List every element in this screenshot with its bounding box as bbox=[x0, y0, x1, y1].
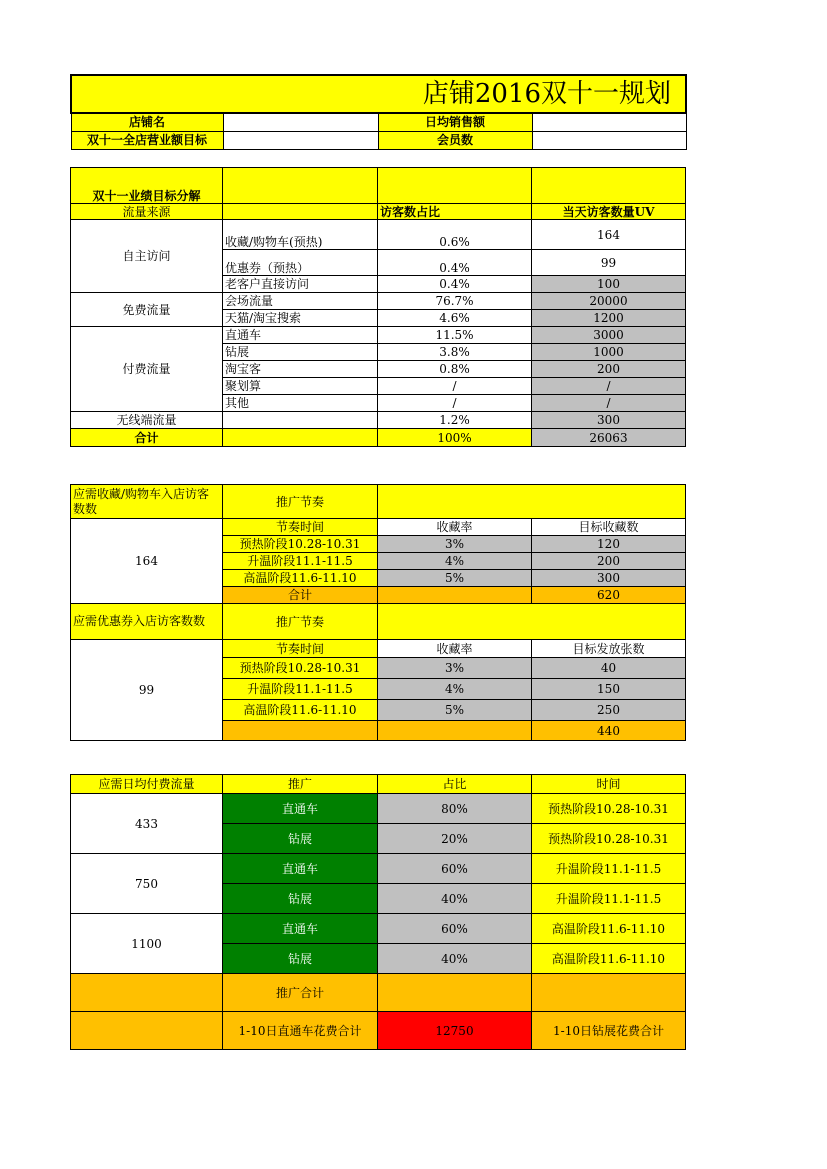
target-cell[interactable]: 250 bbox=[532, 700, 686, 721]
target-cell[interactable]: 40 bbox=[532, 658, 686, 679]
source-item: 优惠券（预热） bbox=[223, 250, 378, 276]
col-time: 节奏时间 bbox=[223, 640, 378, 658]
header-table bbox=[70, 74, 687, 150]
col-time: 节奏时间 bbox=[223, 519, 378, 536]
time-cell: 预热阶段10.28-10.31 bbox=[223, 658, 378, 679]
total-ratio: 100% bbox=[378, 429, 532, 447]
total-value: 620 bbox=[532, 587, 686, 604]
ratio-cell[interactable]: 76.7% bbox=[378, 293, 532, 310]
uv-cell[interactable]: 99 bbox=[532, 250, 686, 276]
source-item: 直通车 bbox=[223, 327, 378, 344]
ratio-cell[interactable]: 0.8% bbox=[378, 361, 532, 378]
daily-cell: 1100 bbox=[71, 914, 223, 974]
time-cell: 高温阶段11.6-11.10 bbox=[532, 944, 686, 974]
zz-cost-label: 1-10日钻展花费合计 bbox=[532, 1012, 686, 1050]
favorites-promo-label: 推广节奏 bbox=[223, 485, 378, 519]
uv-cell[interactable]: / bbox=[532, 378, 686, 395]
source-item: 老客户直接访问 bbox=[223, 276, 378, 293]
target-cell[interactable]: 300 bbox=[532, 570, 686, 587]
total-value: 440 bbox=[532, 721, 686, 741]
col-source: 流量来源 bbox=[71, 204, 223, 220]
table-row bbox=[71, 293, 686, 310]
total-uv: 26063 bbox=[532, 429, 686, 447]
ratio-cell[interactable]: 20% bbox=[378, 824, 532, 854]
uv-cell[interactable]: 3000 bbox=[532, 327, 686, 344]
time-cell: 高温阶段11.6-11.10 bbox=[223, 570, 378, 587]
paid-table bbox=[70, 774, 686, 1050]
daily-sales-label: 日均销售额 bbox=[378, 113, 532, 131]
time-cell: 升温阶段11.1-11.5 bbox=[532, 884, 686, 914]
uv-cell[interactable]: 20000 bbox=[532, 293, 686, 310]
source-item: 其他 bbox=[223, 395, 378, 412]
promo-cell: 直通车 bbox=[223, 914, 378, 944]
members-label: 会员数 bbox=[378, 131, 532, 149]
source-item: 聚划算 bbox=[223, 378, 378, 395]
promo-cell: 直通车 bbox=[223, 794, 378, 824]
ztc-cost-label: 1-10日直通车花费合计 bbox=[223, 1012, 378, 1050]
col-ratio: 占比 bbox=[378, 775, 532, 794]
time-cell: 预热阶段10.28-10.31 bbox=[532, 824, 686, 854]
time-cell: 高温阶段11.6-11.10 bbox=[223, 700, 378, 721]
col-target: 目标收藏数 bbox=[532, 519, 686, 536]
time-cell: 预热阶段10.28-10.31 bbox=[532, 794, 686, 824]
source-item bbox=[223, 429, 378, 447]
daily-cell: 433 bbox=[71, 794, 223, 854]
group-name: 无线端流量 bbox=[71, 412, 223, 429]
col-target: 目标发放张数 bbox=[532, 640, 686, 658]
uv-cell[interactable]: 100 bbox=[532, 276, 686, 293]
wireless-row bbox=[71, 412, 686, 429]
uv-cell[interactable]: 300 bbox=[532, 412, 686, 429]
ratio-cell[interactable]: / bbox=[378, 395, 532, 412]
uv-cell[interactable]: 164 bbox=[532, 220, 686, 250]
group-name: 自主访问 bbox=[71, 220, 223, 293]
uv-cell[interactable]: / bbox=[532, 395, 686, 412]
favorites-title: 应需收藏/购物车入店访客数数 bbox=[71, 485, 223, 519]
target-cell[interactable]: 200 bbox=[532, 553, 686, 570]
ratio-cell[interactable]: 0.6% bbox=[378, 220, 532, 250]
ratio-cell[interactable]: 40% bbox=[378, 884, 532, 914]
ratio-cell[interactable]: 40% bbox=[378, 944, 532, 974]
members-value[interactable] bbox=[532, 131, 686, 149]
page-title: 店铺2016双十一规划 bbox=[71, 75, 686, 113]
time-cell: 升温阶段11.1-11.5 bbox=[532, 854, 686, 884]
time-cell: 高温阶段11.6-11.10 bbox=[532, 914, 686, 944]
coupons-value: 99 bbox=[71, 640, 223, 741]
total-label: 合计 bbox=[223, 587, 378, 604]
total-label: 合计 bbox=[71, 429, 223, 447]
source-item: 天猫/淘宝搜索 bbox=[223, 310, 378, 327]
ratio-cell[interactable]: 60% bbox=[378, 854, 532, 884]
rate-cell[interactable]: 5% bbox=[378, 700, 532, 721]
coupons-table bbox=[70, 603, 686, 741]
col-rate: 收藏率 bbox=[378, 519, 532, 536]
table-row bbox=[71, 854, 686, 884]
col-daily: 应需日均付费流量 bbox=[71, 775, 223, 794]
source-item: 钻展 bbox=[223, 344, 378, 361]
daily-sales-value[interactable] bbox=[532, 113, 686, 131]
promo-cell: 钻展 bbox=[223, 824, 378, 854]
time-cell: 预热阶段10.28-10.31 bbox=[223, 536, 378, 553]
rate-cell[interactable]: 3% bbox=[378, 536, 532, 553]
target-cell[interactable]: 150 bbox=[532, 679, 686, 700]
ratio-cell[interactable]: 11.5% bbox=[378, 327, 532, 344]
source-item: 淘宝客 bbox=[223, 361, 378, 378]
ratio-cell[interactable]: 1.2% bbox=[378, 412, 532, 429]
rate-cell[interactable]: 4% bbox=[378, 553, 532, 570]
traffic-table bbox=[70, 167, 686, 447]
ratio-cell[interactable]: 0.4% bbox=[378, 276, 532, 293]
coupons-title: 应需优惠券入店访客数数 bbox=[71, 604, 223, 640]
favorites-table bbox=[70, 484, 686, 604]
source-item: 收藏/购物车(预热) bbox=[223, 220, 378, 250]
col-ratio: 访客数占比 bbox=[378, 204, 532, 220]
col-promo: 推广 bbox=[223, 775, 378, 794]
favorites-value: 164 bbox=[71, 519, 223, 604]
group-name: 付费流量 bbox=[71, 327, 223, 412]
promo-total-label: 推广合计 bbox=[223, 974, 378, 1012]
total-row bbox=[71, 429, 686, 447]
rate-cell[interactable]: 4% bbox=[378, 679, 532, 700]
uv-cell[interactable]: 200 bbox=[532, 361, 686, 378]
uv-cell[interactable]: 1000 bbox=[532, 344, 686, 361]
ratio-cell[interactable]: 60% bbox=[378, 914, 532, 944]
table-row bbox=[71, 327, 686, 344]
promo-total-row bbox=[71, 974, 686, 1012]
daily-cell: 750 bbox=[71, 854, 223, 914]
col-rate: 收藏率 bbox=[378, 640, 532, 658]
target-value[interactable] bbox=[223, 131, 378, 149]
time-cell: 升温阶段11.1-11.5 bbox=[223, 679, 378, 700]
traffic-section-title: 双十一业绩目标分解 bbox=[71, 168, 223, 204]
promo-cell: 钻展 bbox=[223, 944, 378, 974]
col-uv: 当天访客数量UV bbox=[532, 204, 686, 220]
coupons-promo-label: 推广节奏 bbox=[223, 604, 378, 640]
promo-cell: 直通车 bbox=[223, 854, 378, 884]
table-row bbox=[71, 914, 686, 944]
cost-row bbox=[71, 1012, 686, 1050]
target-cell[interactable]: 120 bbox=[532, 536, 686, 553]
time-cell: 升温阶段11.1-11.5 bbox=[223, 553, 378, 570]
source-item bbox=[223, 412, 378, 429]
table-row bbox=[71, 220, 686, 250]
table-row bbox=[71, 794, 686, 824]
source-item: 会场流量 bbox=[223, 293, 378, 310]
promo-cell: 钻展 bbox=[223, 884, 378, 914]
ratio-cell[interactable]: 3.8% bbox=[378, 344, 532, 361]
ratio-cell[interactable]: 80% bbox=[378, 794, 532, 824]
uv-cell[interactable]: 1200 bbox=[532, 310, 686, 327]
group-name: 免费流量 bbox=[71, 293, 223, 327]
rate-cell[interactable]: 5% bbox=[378, 570, 532, 587]
ratio-cell[interactable]: / bbox=[378, 378, 532, 395]
ratio-cell[interactable]: 0.4% bbox=[378, 250, 532, 276]
target-label: 双十一全店营业额目标 bbox=[71, 131, 223, 149]
shop-name-value[interactable] bbox=[223, 113, 378, 131]
col-time: 时间 bbox=[532, 775, 686, 794]
shop-name-label: 店铺名 bbox=[71, 113, 223, 131]
rate-cell[interactable]: 3% bbox=[378, 658, 532, 679]
ratio-cell[interactable]: 4.6% bbox=[378, 310, 532, 327]
ztc-cost-value: 12750 bbox=[378, 1012, 532, 1050]
